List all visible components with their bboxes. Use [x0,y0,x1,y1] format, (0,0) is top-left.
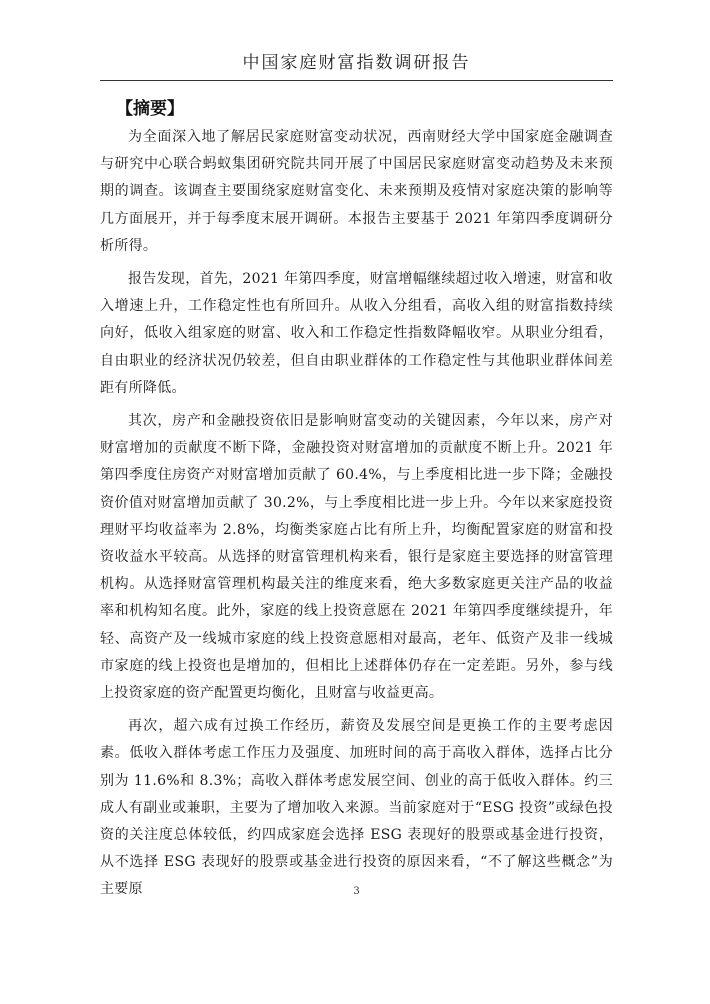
section-title: 【摘要】 [116,99,184,119]
body-text [100,124,613,910]
paragraph-third-findings: 再次，超六成有过换工作经历，薪资及发展空间是更换工作的主要考虑因素。低收入群体考虑工作压力及强度、加班时间的高于高收入群体，选择占比分别为 11.6%和 8.3%；高收入群体考虑发展空间、创业的高于低收入群体。约三成人有副业或兼职，主要为了增加收入来源。当前家庭对于“ESG 投资”或绿色投资的关注度总体较低，约四成家庭会选择 ESG 表现好的股票或基金进行投资，从不选择 ESG 表现好的股票或基金进行投资的原因来看，“不了解这些概念”为主要原 [100,718,613,898]
paragraph-second-findings: 其次，房产和金融投资依旧是影响财富变动的关键因素，今年以来，房产对财富增加的贡献度不断下降，金融投资对财富增加的贡献度不断上升。2021 年第四季度住房资产对财富增加贡献了 60.4%，与上季度相比进一步下降；金融投资价值对财富增加贡献了 30.2%，与上季度相比进一步上升。今年以来家庭投资理财平均收益率为 2.8%，均衡类家庭占比有所上升，均衡配置家庭的财富和投资收益水平较高。从选择的财富管理机构来看，银行是家庭主要选择的财富管理机构。从选择财富管理机构最关注的维度来看，绝大多数家庭更关注产品的收益率和机构知名度。此外，家庭的线上投资意愿在 2021 年第四季度继续提升，年轻、高资产及一线城市家庭的线上投资意愿相对最高，老年、低资产及非一线城市家庭的线上投资也是增加的，但相比上述群体仍存在一定差距。另外，参与线上投资家庭的资产配置更均衡化，且财富与收益更高。 [100,413,613,702]
paragraph-first-findings: 报告发现，首先，2021 年第四季度，财富增幅继续超过收入增速，财富和收入增速上升，工作稳定性也有所回升。从收入分组看，高收入组的财富指数持续向好，低收入组家庭的财富、收入和工作稳定性指数降幅收窄。从职业分组看，自由职业的经济状况仍较差，但自由职业群体的工作稳定性与其他职业群体间差距有所降低。 [100,271,613,396]
paragraph-intro: 为全面深入地了解居民家庭财富变动状况，西南财经大学中国家庭金融调查与研究中心联合蚂蚁集团研究院共同开展了中国居民家庭财富变动趋势及未来预期的调查。该调查主要围绕家庭财富变化、未来预期及疫情对家庭决策的影响等几方面展开，并于每季度末展开调研。本报告主要基于 2021 年第四季度调研分析所得。 [100,129,613,254]
page-number: 3 [353,886,360,897]
page-header-title: 中国家庭财富指数调研报告 [242,53,471,73]
header-divider [100,80,613,81]
